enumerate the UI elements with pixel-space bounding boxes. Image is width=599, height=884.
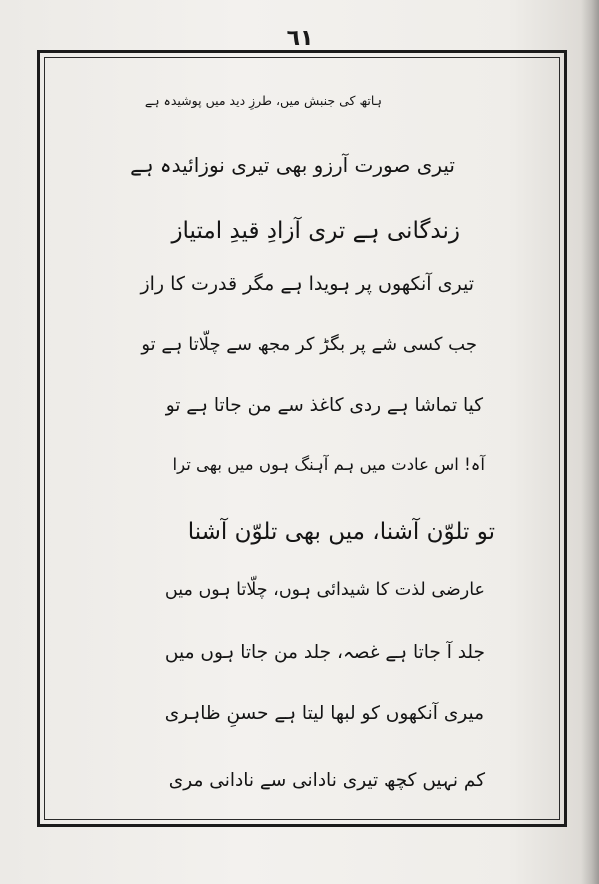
page-number: ٦١ xyxy=(286,26,314,51)
page-edge-shadow xyxy=(581,0,599,884)
verse-line-6: کیا تماشا ہے ردی کاغذ سے من جاتا ہے تو xyxy=(165,395,483,416)
verse-line-10: جلد آ جاتا ہے غصہ، جلد من جاتا ہوں میں xyxy=(164,642,485,663)
verse-line-3: زندگانی ہے تری آزادِ قیدِ امتیاز xyxy=(171,218,460,244)
verse-line-2: تیری صورت آرزو بھی تیری نوزائیدہ ہے xyxy=(130,153,455,177)
verse-line-9: عارضی لذت کا شیدائی ہوں، چلّاتا ہوں میں xyxy=(164,580,485,600)
verse-line-8: تو تلوّن آشنا، میں بھی تلوّن آشنا xyxy=(187,519,495,545)
verse-line-12: کم نہیں کچھ تیری نادانی سے نادانی مری xyxy=(168,770,485,791)
verse-line-11: میری آنکھوں کو لبھا لیتا ہے حسنِ ظاہری xyxy=(164,703,484,724)
verse-line-4: تیری آنکھوں پر ہویدا ہے مگر قدرت کا راز xyxy=(140,273,474,295)
verse-line-7: آہ! اس عادت میں ہم آہنگ ہوں میں بھی ترا xyxy=(172,455,485,474)
verse-line-5: جب کسی شے پر بگڑ کر مجھ سے چلّاتا ہے تو xyxy=(141,334,477,355)
verse-line-1: ہاتھ کی جنبش میں، طرزِ دید میں پوشیدہ ہے xyxy=(144,93,382,108)
